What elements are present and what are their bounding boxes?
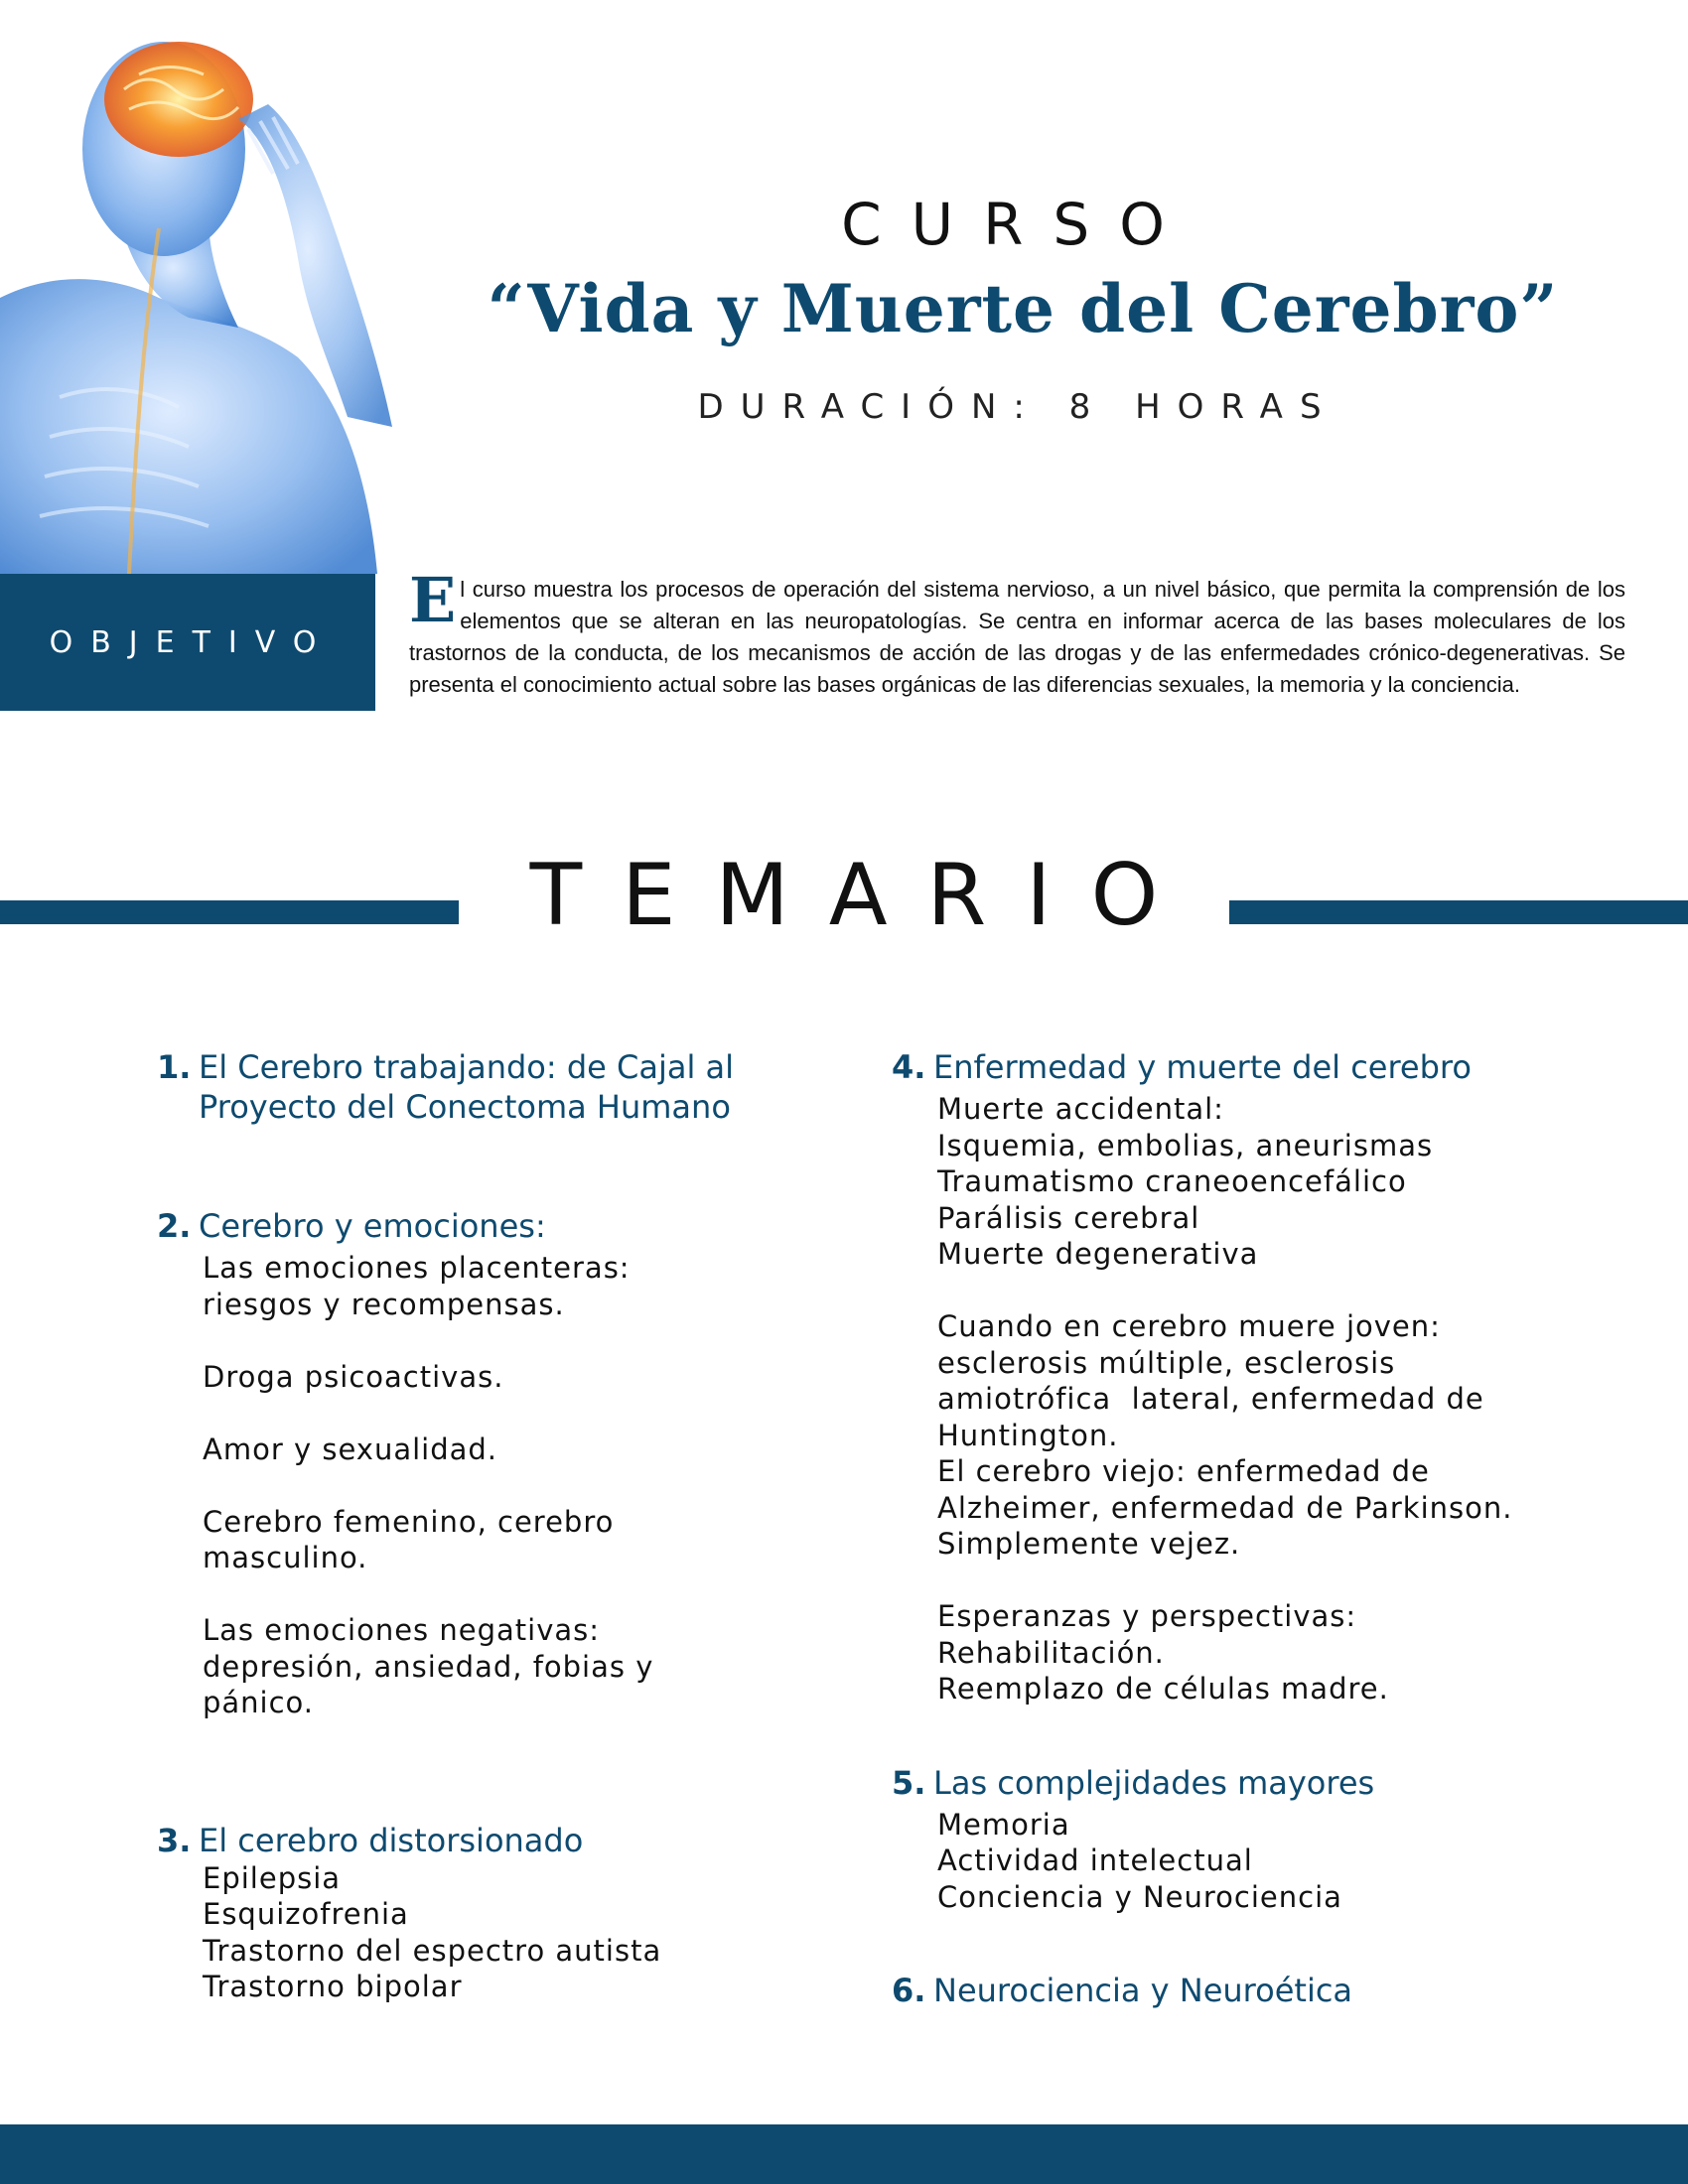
temario-divider-right bbox=[1229, 900, 1688, 924]
hero-illustration bbox=[0, 0, 397, 574]
topic-item: Isquemia, embolias, aneurismas bbox=[937, 1128, 1434, 1162]
topic-1 bbox=[157, 1047, 792, 1127]
topic-item: amiotrófica lateral, enfermedad de bbox=[937, 1382, 1484, 1416]
item-spacer bbox=[157, 1467, 792, 1504]
objetivo-description bbox=[409, 564, 1625, 701]
topic-item: Cerebro femenino, cerebro bbox=[203, 1504, 615, 1539]
topic-title: Neurociencia y Neuroética bbox=[933, 1972, 1353, 2009]
topic-items bbox=[157, 1250, 792, 1721]
topic-item: Memoria bbox=[937, 1807, 1070, 1842]
topic-item: Trastorno del espectro autista bbox=[203, 1933, 662, 1968]
objetivo-label-box bbox=[0, 574, 375, 711]
item-spacer bbox=[892, 1273, 1607, 1309]
curso-label: CURSO bbox=[841, 191, 1195, 258]
topic-item: Reemplazo de células madre. bbox=[937, 1672, 1389, 1706]
temario-divider-left bbox=[0, 900, 459, 924]
duration-label: DURACIÓN: 8 HORAS bbox=[697, 387, 1338, 427]
topic-item: Simplemente vejez. bbox=[937, 1527, 1241, 1561]
topic-item: Las emociones negativas: bbox=[203, 1613, 601, 1647]
item-spacer bbox=[157, 1576, 792, 1613]
topic-item: Muerte accidental: bbox=[937, 1092, 1224, 1126]
topic-item: Esperanzas y perspectivas: bbox=[937, 1599, 1357, 1633]
topic-item: Rehabilitación. bbox=[937, 1635, 1165, 1670]
topic-item: esclerosis múltiple, esclerosis bbox=[937, 1345, 1396, 1380]
item-spacer bbox=[157, 1322, 792, 1359]
topic-number: 4. bbox=[892, 1048, 926, 1086]
topic-3 bbox=[157, 1821, 792, 2005]
temario-column-left bbox=[157, 1047, 792, 2005]
topic-items bbox=[892, 1091, 1607, 1707]
human-head-brain-illustration-icon bbox=[0, 0, 397, 574]
topic-item: Esquizofrenia bbox=[203, 1897, 409, 1931]
topic-title: Cerebro y emociones: bbox=[199, 1207, 546, 1245]
topic-item: Trastorno bipolar bbox=[203, 1970, 463, 2003]
topic-item: masculino. bbox=[203, 1541, 368, 1574]
topic-item: riesgos y recompensas. bbox=[203, 1287, 565, 1321]
topic-number: 1. bbox=[157, 1048, 192, 1086]
topic-number: 2. bbox=[157, 1207, 192, 1245]
topic-4 bbox=[892, 1047, 1607, 1707]
topic-item: Conciencia y Neurociencia bbox=[937, 1879, 1342, 1914]
topic-5 bbox=[892, 1763, 1607, 1916]
topic-title: El Cerebro trabajando: de Cajal al Proyecto del Conectoma Humano bbox=[199, 1048, 735, 1126]
temario-column-right bbox=[892, 1047, 1607, 2010]
item-spacer bbox=[892, 1563, 1607, 1599]
topic-item: Epilepsia bbox=[203, 1860, 342, 1895]
dropcap: E bbox=[409, 564, 457, 636]
topic-item: Traumatismo craneoencefálico bbox=[937, 1164, 1407, 1198]
objetivo-label: OBJETIVO bbox=[49, 624, 335, 660]
topic-item: pánico. bbox=[203, 1686, 315, 1719]
topic-item: depresión, ansiedad, fobias y bbox=[203, 1649, 654, 1684]
temario-heading: TEMARIO bbox=[529, 846, 1198, 945]
topic-title: Las complejidades mayores bbox=[933, 1763, 1375, 1802]
item-spacer bbox=[157, 1395, 792, 1432]
topic-6 bbox=[892, 1971, 1607, 2010]
topic-item: Cuando en cerebro muere joven: bbox=[937, 1309, 1441, 1343]
topic-item: Alzheimer, enfermedad de Parkinson. bbox=[937, 1490, 1513, 1525]
topic-2 bbox=[157, 1206, 792, 1721]
topic-item: Parálisis cerebral bbox=[937, 1200, 1200, 1235]
topic-number: 5. bbox=[892, 1763, 926, 1802]
topic-item: Huntington. bbox=[937, 1418, 1119, 1452]
course-title: “Vida y Muerte del Cerebro” bbox=[487, 270, 1559, 347]
topic-number: 6. bbox=[892, 1972, 926, 2009]
objetivo-body: l curso muestra los procesos de operación del sistema nervioso, a un nivel básico, que permita la comprensión de los elementos que se alteran en las neuropatologías. Se centra en informar acerca de las bases moleculares de los trastornos de la conducta, de los mecanismos de acción de las drogas y de las enfermedades crónico-degenerativas. Se presenta el conocimiento actual sobre las bases orgánicas de las diferencias sexuales, la memoria y la conciencia. bbox=[409, 577, 1625, 697]
topic-item: Actividad intelectual bbox=[937, 1843, 1253, 1877]
topic-item: Droga psicoactivas. bbox=[203, 1359, 504, 1394]
footer-bar bbox=[0, 2124, 1688, 2184]
topic-item: Amor y sexualidad. bbox=[203, 1432, 498, 1466]
topic-item: Las emociones placenteras: bbox=[203, 1251, 631, 1285]
topic-number: 3. bbox=[157, 1821, 192, 1859]
topic-item: Muerte degenerativa bbox=[937, 1237, 1259, 1271]
topic-title: Enfermedad y muerte del cerebro bbox=[933, 1048, 1472, 1086]
topic-item: El cerebro viejo: enfermedad de bbox=[937, 1454, 1430, 1488]
topic-items bbox=[157, 1860, 792, 2005]
topic-title: El cerebro distorsionado bbox=[199, 1821, 584, 1859]
topic-items bbox=[892, 1807, 1607, 1916]
